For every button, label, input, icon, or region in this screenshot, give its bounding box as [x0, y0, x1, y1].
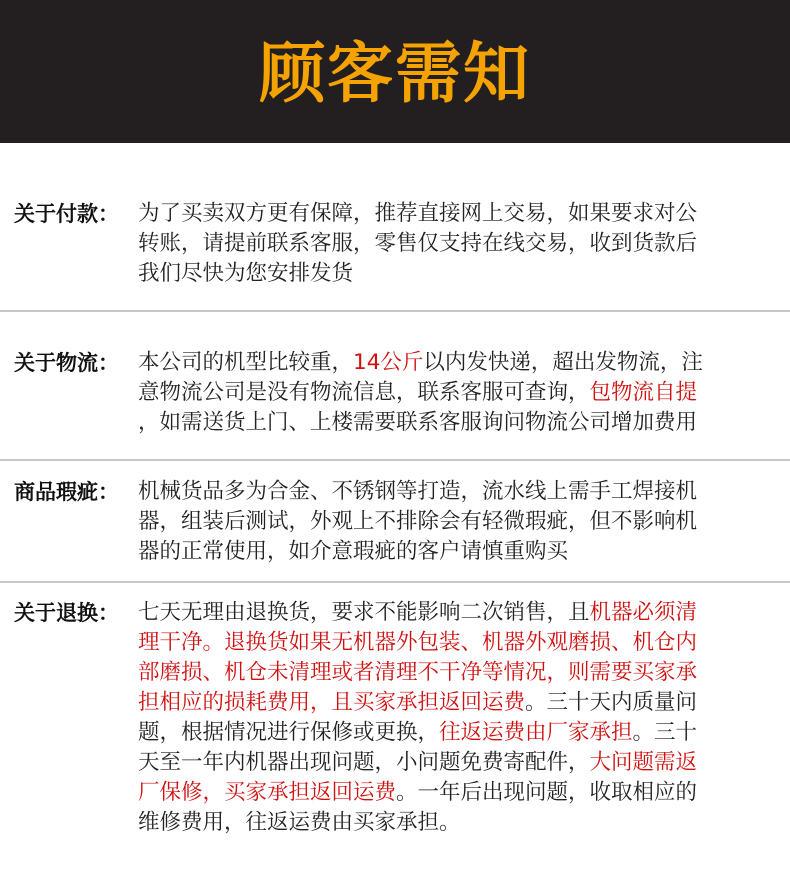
body-text: 维修费用，往返运费由买家承担。	[138, 810, 461, 835]
highlight-text: 14公斤	[353, 350, 424, 375]
text-line	[138, 808, 766, 838]
body-text: 。三十	[632, 720, 698, 745]
text-line	[138, 378, 766, 408]
header-banner	[0, 0, 790, 143]
highlight-text: 担相应的损耗费用，且买家承担返回运费	[138, 690, 526, 715]
highlight-text: 往返运费由厂家承担	[439, 720, 633, 745]
text-line	[138, 408, 766, 438]
text-line	[138, 748, 766, 778]
section-label: 关于退换：	[14, 601, 119, 625]
highlight-text: 包物流自提	[589, 380, 698, 405]
section-body	[138, 348, 766, 438]
text-line	[138, 778, 766, 808]
text-line	[138, 718, 766, 748]
text-line	[138, 537, 766, 567]
body-text: ，如需送货上门、上楼需要联系客服询问物流公司增加费用	[138, 410, 698, 435]
text-line	[138, 348, 766, 378]
body-text: 天至一年内机器出现问题，小问题免费寄配件，	[138, 750, 590, 775]
section-body	[138, 477, 766, 567]
body-text: 器的正常使用，如介意瑕疵的客户请慎重购买	[138, 539, 569, 564]
text-line	[138, 598, 766, 628]
body-text: 七天无理由退换货，要求不能影响二次销售，且	[138, 600, 590, 625]
body-text: 器，组装后测试，外观上不排除会有轻微瑕疵，但不影响机	[138, 509, 698, 534]
text-line	[138, 477, 766, 507]
text-line	[138, 628, 766, 658]
section-label: 商品瑕疵：	[14, 480, 119, 504]
body-text: 为了买卖双方更有保障，推荐直接网上交易，如果要求对公	[138, 201, 698, 226]
text-line	[138, 229, 766, 259]
body-text: 本公司的机型比较重，	[138, 350, 354, 375]
body-text: 意物流公司是没有物流信息，联系客服可查询，	[138, 380, 590, 405]
section-body	[138, 199, 766, 289]
text-line	[138, 658, 766, 688]
page-title: 顾客需知	[259, 33, 531, 112]
highlight-text: 部磨损、机仓未清理或者清理不干净等情况，则需要买家承	[138, 660, 698, 685]
section-divider	[0, 459, 790, 461]
text-line	[138, 507, 766, 537]
body-text: 我们尽快为您安排发货	[138, 261, 354, 286]
text-line	[138, 688, 766, 718]
highlight-text: 大问题需返	[589, 750, 698, 775]
text-line	[138, 259, 766, 289]
section-body	[138, 598, 766, 838]
body-text: 。三十天内质量问	[525, 690, 698, 715]
highlight-text: 机器必须清	[589, 600, 698, 625]
section-label: 关于付款：	[14, 202, 119, 226]
highlight-text: 厂保修，买家承担返回运费	[138, 780, 397, 805]
body-text: 题，根据情况进行保修或更换，	[138, 720, 440, 745]
section-label: 关于物流：	[14, 351, 119, 375]
body-text: 。一年后出现问题，收取相应的	[396, 780, 698, 805]
body-text: 以内发快递，超出发物流，注	[423, 350, 703, 375]
section-divider	[0, 310, 790, 312]
body-text: 机械货品多为合金、不锈钢等打造，流水线上需手工焊接机	[138, 479, 698, 504]
section-divider	[0, 581, 790, 583]
body-text: 转账，请提前联系客服，零售仅支持在线交易，收到货款后	[138, 231, 698, 256]
highlight-text: 理干净。退换货如果无机器外包装、机器外观磨损、机仓内	[138, 630, 698, 655]
text-line	[138, 199, 766, 229]
